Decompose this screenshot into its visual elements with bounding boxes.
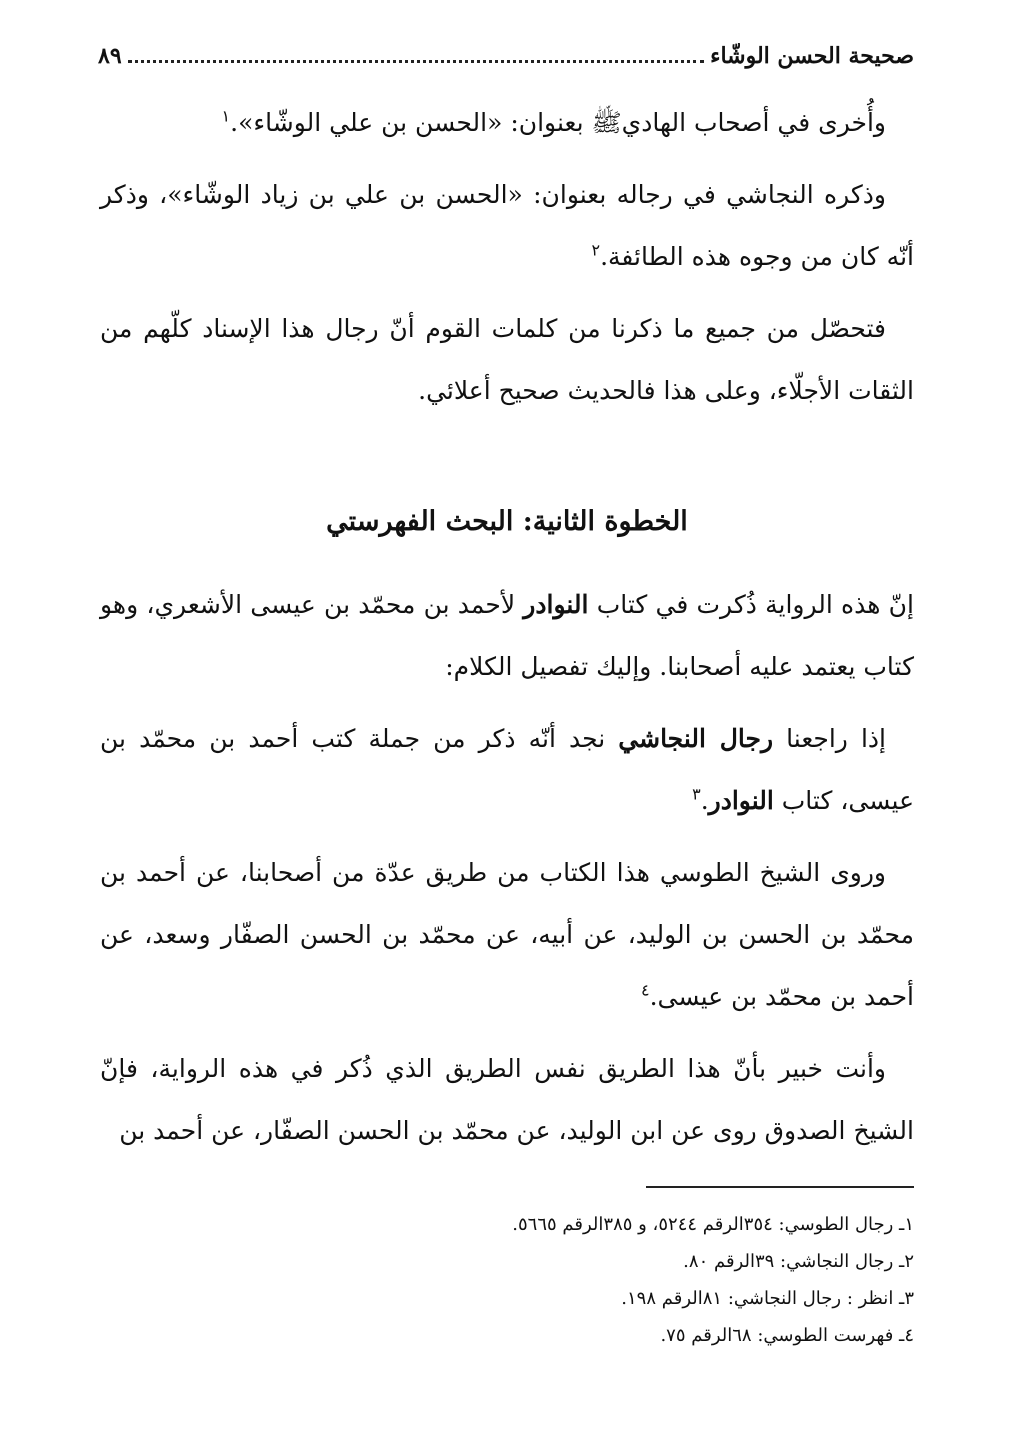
paragraph-6	[100, 842, 914, 1028]
section-heading: الخطوة الثانية: البحث الفهرستي	[326, 506, 688, 537]
paragraph-3	[100, 298, 914, 422]
footnote-ref-3: ٣	[692, 784, 701, 804]
paragraph-7	[100, 1038, 914, 1162]
page-number: ٨٩	[98, 43, 122, 69]
paragraph-4-text-a: إنّ هذه الرواية ذُكرت في كتاب	[588, 590, 914, 619]
footnote-ref-1: ١	[221, 106, 231, 126]
running-title: صحيحة الحسن الوشّاء	[710, 43, 914, 69]
footnote-4: ٤ـ فهرست الطوسي: ٦٨الرقم ٧٥.	[660, 1325, 914, 1346]
footnote-2: ٢ـ رجال النجاشي: ٣٩الرقم ٨٠.	[683, 1251, 914, 1272]
footnote-ref-4: ٤	[641, 980, 650, 1000]
paragraph-3-text: فتحصّل من جميع ما ذكرنا من كلمات القوم أنّ رجال هذا الإسناد كلّهم من الثقات الأجلّاء، وعلى هذا فالحديث صحيح أعلائي.	[100, 314, 914, 405]
footnotes	[100, 1206, 914, 1354]
paragraph-5-text-a: إذا راجعنا	[773, 724, 886, 753]
footnote-separator	[646, 1186, 914, 1188]
paragraph-7-text: وأنت خبير بأنّ هذا الطريق نفس الطريق الذي ذُكر في هذه الرواية، فإنّ الشيخ الصدوق روى عن ابن الوليد، عن محمّد بن الحسن الصفّار، عن أحمد بن	[100, 1054, 914, 1145]
paragraph-4-text-b: لأحمد بن محمّد بن عيسى الأشعري، وهو كتاب يعتمد عليه أصحابنا. وإليك تفصيل الكلام:	[100, 590, 914, 681]
book-title-nawadir-2: النوادر	[708, 786, 774, 815]
paragraph-1-text: وأُخرى في أصحاب الهاديﷺ بعنوان: «الحسن بن علي الوشّاء».	[230, 108, 886, 137]
paragraph-6-text: وروى الشيخ الطوسي هذا الكتاب من طريق عدّة من أصحابنا، عن أحمد بن محمّد بن الحسن بن الوليد، عن أبيه، عن محمّد بن الحسن الصفّار وسعد، عن أحمد بن محمّد بن عيسى.	[100, 858, 914, 1011]
book-title-nawadir: النوادر	[523, 590, 589, 619]
running-header	[98, 40, 914, 80]
paragraph-5-text-c: .	[700, 786, 709, 815]
dotted-leader	[128, 40, 704, 63]
paragraph-4	[100, 574, 914, 698]
paragraph-5	[100, 708, 914, 832]
main-text	[100, 92, 914, 1172]
book-title-rijal-najashi: رجال النجاشي	[618, 724, 774, 753]
paragraph-2-text: وذكره النجاشي في رجاله بعنوان: «الحسن بن علي بن زياد الوشّاء»، وذكر أنّه كان من وجوه هذه الطائفة.	[100, 180, 914, 271]
paragraph-5-text-b: نجد أنّه ذكر من جملة كتب أحمد بن محمّد بن عيسى، كتاب	[100, 724, 914, 815]
footnote-1: ١ـ رجال الطوسي: ٣٥٤الرقم ٥٢٤٤، و ٣٨٥الرقم ٥٦٦٥.	[512, 1214, 914, 1235]
footnote-ref-2: ٢	[591, 240, 601, 260]
footnote-3: ٣ـ انظر : رجال النجاشي: ٨١الرقم ١٩٨.	[621, 1288, 914, 1309]
paragraph-1	[100, 92, 914, 154]
paragraph-2	[100, 164, 914, 288]
